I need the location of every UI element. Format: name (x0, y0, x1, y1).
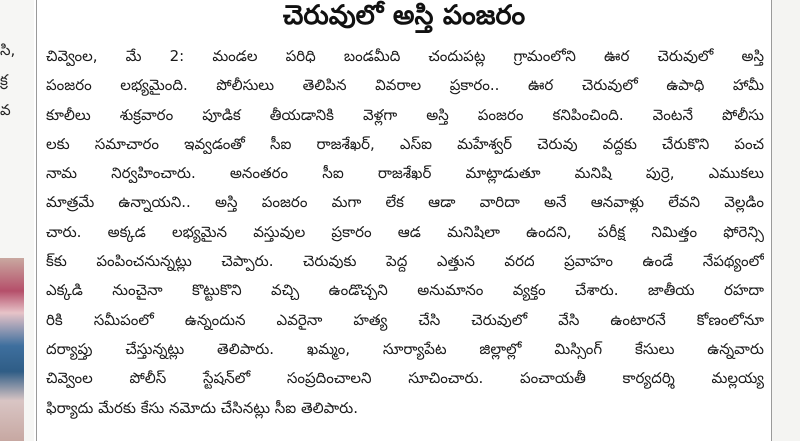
adjacent-text-fragment: క్ర (0, 71, 8, 89)
article-line: దర్యాప్తు చేస్తున్నట్లు తెలిపారు. ఖమ్మం, సూర్యాపేట జిల్లాల్లో మిస్సింగ్ కేసులు ఉన్నవారు (46, 339, 764, 358)
article-line: మాత్రమే ఉన్నాయని.. అస్తి పంజరం మగా లేక ఆడా వారిదా అనే ఆనవాళ్లు లేవని వెల్లడిం (46, 193, 764, 212)
article-line: రికి సమీపంలో ఉన్నందున ఎవరైనా హత్య చేసి చెరువులో వేసి ఉంటారనే కోణంలోనూ (46, 310, 764, 329)
adjacent-column-right (772, 0, 800, 441)
article-headline: చెరువులో అస్తి పంజరం (282, 0, 526, 31)
article-line: నామ నిర్వహించారు. అనంతరం సీఐ రాజశేఖర్ మాట్లాడుతూ మనిషి పుర్రె, ఎముకలు (46, 164, 764, 183)
article-line: ఫిర్యాదు మేరకు కేసు నమోదు చేసినట్లు సీఐ తెలిపారు. (46, 398, 358, 417)
article-line: కూలీలు శుక్రవారం పూడిక తీయడానికి వెళ్లగా అస్తి పంజరం కనిపించింది. వెంటనే పోలీసు (46, 105, 764, 124)
article-line: పంజరం లభ్యమైంది. పోలీసులు తెలిపిన వివరాల ప్రకారం.. ఊర చెరువులో ఉపాధి హామీ (46, 76, 764, 95)
article-line: చారు. అక్కడ లభ్యమైన వస్తువుల ప్రకారం ఆడ మనిషిలా ఉందని, పరీక్ష నిమిత్తం ఫోరెన్సి (46, 222, 764, 241)
article-line: ఎక్కడి నుంచైనా కొట్టుకొని వచ్చి ఉండొచ్చని అనుమానం వ్యక్తం చేశారు. జాతీయ రహదా (46, 281, 764, 300)
adjacent-text-fragment: సి, (0, 41, 16, 59)
article-line: చివ్వెంల, మే 2: మండల పరిధి బండమీది చందుపట్ల గ్రామంలోని ఊర చెరువులో అస్తి (46, 47, 764, 65)
column-divider-left (36, 0, 37, 441)
article-line: చివ్వెంల పోలీస్ స్టేషన్‌లో సంప్రదించాలని సూచించారు. పంచాయతీ కార్యదర్శి మల్లయ్య (46, 369, 764, 388)
article-body (46, 42, 764, 441)
article-line: క్‌కు పంపించనున్నట్లు చెప్పారు. చెరువుకు పెద్ద ఎత్తున వరద ప్రవాహం ఉండే నేపథ్యంలో (46, 252, 764, 271)
adjacent-column-left (0, 0, 34, 441)
adjacent-photo (0, 258, 24, 441)
adjacent-text-fragment: వ (0, 101, 11, 119)
article-line: లకు సమాచారం ఇవ్వడంతో సీఐ రాజశేఖర్, ఎస్ఐ మహేశ్వర్ చెరువు వద్దకు చేరుకొని పంచ (46, 134, 764, 153)
